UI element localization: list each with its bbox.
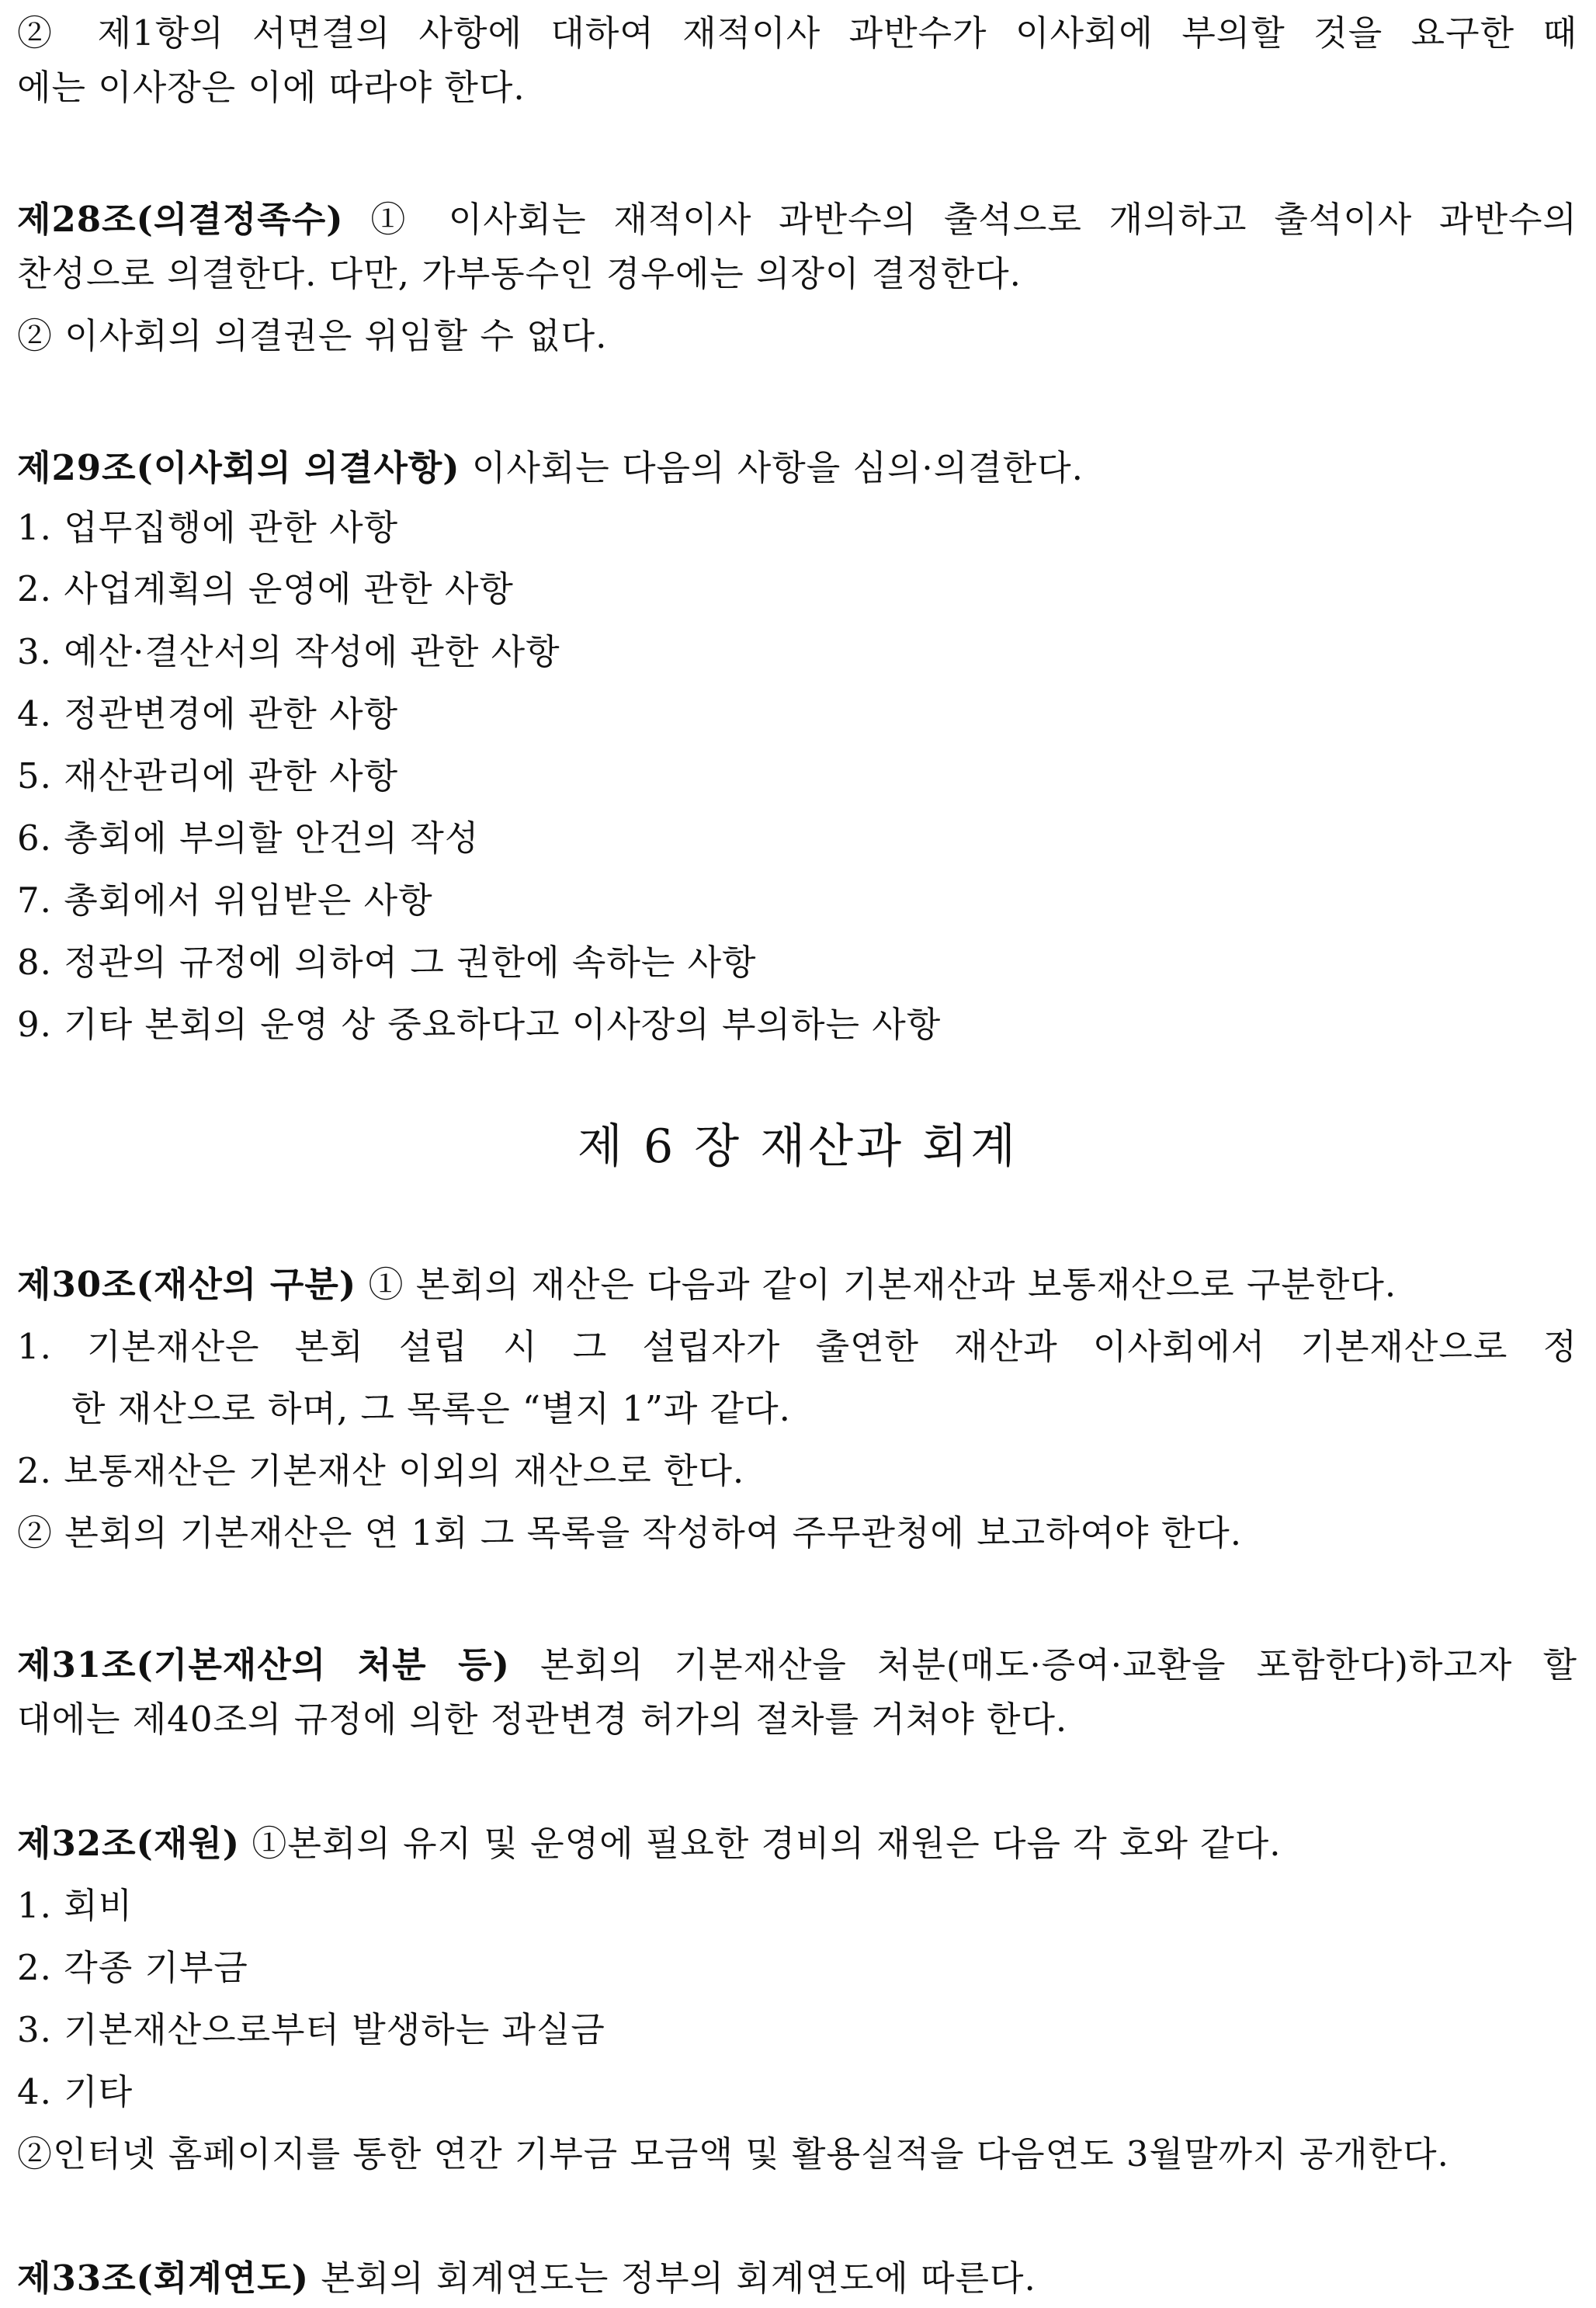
- article-29-title: 제29조(이사회의 의결사항): [17, 447, 460, 488]
- article-30-clause-2: ② 본회의 기본재산은 연 1회 그 목록을 작성하여 주무관청에 보고하여야 한다.: [17, 1512, 1243, 1553]
- article-28-line-1: [17, 193, 1577, 247]
- list-item: 1. 업무집행에 관한 사항: [17, 507, 399, 548]
- article-28-text: ① 이사회는 재적이사 과반수의 출석으로 개의하고 출석이사 과반수의: [343, 199, 1577, 240]
- article-29-text: 이사회는 다음의 사항을 심의·의결한다.: [460, 447, 1084, 488]
- list-item: 1. 회비: [17, 1885, 134, 1926]
- article-30-title: 제30조(재산의 구분): [17, 1264, 357, 1305]
- article-30-item-2: 2. 보통재산은 기본재산 이외의 재산으로 한다.: [17, 1450, 745, 1491]
- article-32-title: 제32조(재원): [17, 1823, 241, 1864]
- article-31-line-2: 대에는 제40조의 규정에 의한 정관변경 허가의 절차를 거쳐야 한다.: [17, 1699, 1068, 1740]
- list-item: 4. 정관변경에 관한 사항: [17, 693, 399, 734]
- list-item: 4. 기타: [17, 2071, 134, 2112]
- list-item: 3. 기본재산으로부터 발생하는 과실금: [17, 2009, 605, 2050]
- article-29-line-1: [17, 441, 1577, 495]
- article-31-title: 제31조(기본재산의 처분 등): [17, 1644, 510, 1685]
- list-item: 9. 기타 본회의 운영 상 중요하다고 이사장의 부의하는 사항: [17, 1004, 942, 1045]
- article-30-text: ① 본회의 재산은 다음과 같이 기본재산과 보통재산으로 구분한다.: [356, 1264, 1397, 1305]
- list-item: 2. 사업계획의 운영에 관한 사항: [17, 568, 514, 609]
- article-28-title: 제28조(의결정족수): [17, 199, 344, 240]
- clause-27-2-line-1: ② 제1항의 서면결의 사항에 대하여 재적이사 과반수가 이사회에 부의할 것을 요구한 때: [17, 12, 1577, 54]
- article-30-line-1: [17, 1258, 1577, 1312]
- article-33-text: 본회의 회계연도는 정부의 회계연도에 따른다.: [309, 2258, 1036, 2299]
- article-32-line-1: [17, 1817, 1577, 1871]
- list-item: 6. 총회에 부의할 안건의 작성: [17, 817, 480, 859]
- article-30-item-1-line-1: 1. 기본재산은 본회 설립 시 그 설립자가 출연한 재산과 이사회에서 기본재산으로 정: [17, 1326, 1577, 1367]
- article-32-text: ①본회의 유지 및 운영에 필요한 경비의 재원은 다음 각 호와 같다.: [240, 1823, 1282, 1864]
- clause-27-2-line-2: 에는 이사장은 이에 따라야 한다.: [17, 67, 526, 108]
- list-item: 5. 재산관리에 관한 사항: [17, 755, 399, 797]
- article-33-title: 제33조(회계연도): [17, 2258, 310, 2299]
- article-28-line-2: 찬성으로 의결한다. 다만, 가부동수인 경우에는 의장이 결정한다.: [17, 253, 1022, 294]
- article-28-line-3: ② 이사회의 의결권은 위임할 수 없다.: [17, 315, 608, 356]
- article-32-clause-2: ②인터넷 홈페이지를 통한 연간 기부금 모금액 및 활용실적을 다음연도 3월말까지 공개한다.: [17, 2133, 1449, 2174]
- list-item: 2. 각종 기부금: [17, 1947, 248, 1988]
- chapter-heading: 제 6 장 재산과 회계: [577, 1119, 1019, 1174]
- article-31-line-1: [17, 1638, 1577, 1692]
- article-31-text: 본회의 기본재산을 처분(매도·증여·교환을 포함한다)하고자 할: [509, 1644, 1577, 1685]
- list-item: 8. 정관의 규정에 의하여 그 권한에 속하는 사항: [17, 942, 757, 983]
- list-item: 7. 총회에서 위임받은 사항: [17, 880, 433, 921]
- list-item: 3. 예산·결산서의 작성에 관한 사항: [17, 631, 560, 672]
- article-33-line-1: [17, 2251, 1577, 2306]
- article-30-item-1-line-2: 한 재산으로 하며, 그 목록은 “별지 1”과 같다.: [71, 1388, 791, 1429]
